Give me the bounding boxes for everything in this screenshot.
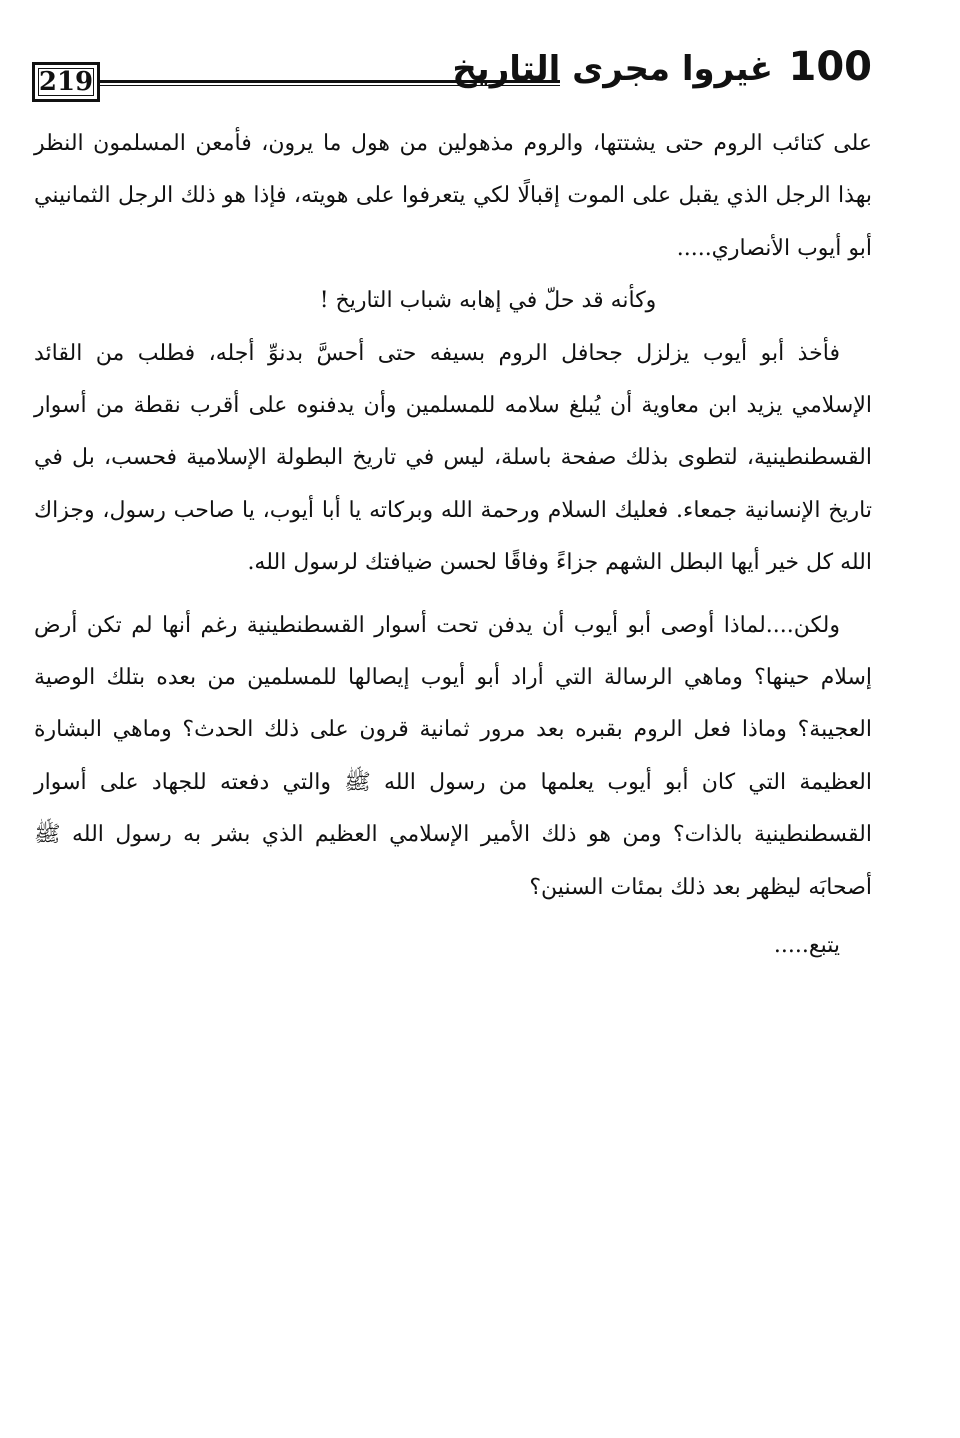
- page-number: 219: [32, 62, 100, 102]
- paragraph-questions: ولكن....لماذا أوصى أبو أيوب أن يدفن تحت أسوار القسطنطينية رغم أنها لم تكن أرض إسلام حينها؟ وماهي الرسالة التي أراد أبو أيوب إيصالها للمسلمين من بعده بتلك الوصية العجيبة؟ وماذا فعل الروم بقبره بعد مرور ثمانية قرون على ذلك الحدث؟ وماهي البشارة العظيمة التي كان أبو أيوب يعلمها من رسول الله ﷺ والتي دفعته للجهاد على أسوار القسطنطينية بالذات؟ ومن هو ذلك الأمير الإسلامي العظيم الذي بشر به رسول الله ﷺ أصحابَه ليظهر بعد ذلك بمئات السنين؟: [34, 612, 872, 900]
- book-title: [452, 44, 872, 90]
- paragraph-centered-line: وكأنه قد حلّ في إهابه شباب التاريخ !: [319, 288, 657, 314]
- book-title-text: غيروا مجرى التاريخ: [452, 49, 773, 89]
- paragraph-continuation: على كتائب الروم حتى يشتتها، والروم مذهولين من هول ما يرون، فأمعن المسلمون النظر بهذا الرجل الذي يقبل على الموت إقبالًا لكي يتعرفوا على هويته، فإذا هو ذلك الرجل الثمانيني أبو أيوب الأنصاري.....: [34, 131, 872, 261]
- paragraph-abu-ayyub-death: فأخذ أبو أيوب يزلزل جحافل الروم بسيفه حتى أحسَّ بدنوِّ أجله، فطلب من القائد الإسلامي يزيد ابن معاوية أن يُبلغ سلامه للمسلمين وأن يدفنوه على أقرب نقطة من أسوار القسطنطينية، لتطوى بذلك صفحة باسلة، ليس في تاريخ البطولة الإسلامية فحسب، بل في تاريخ الإنسانية جمعاء. فعليك السلام ورحمة الله وبركاته يا أبا أيوب، يا صاحب رسول، وجزاك الله كل خير أيها البطل الشهم جزاءً وفاقًا لحسن ضيافتك لرسول الله.: [34, 340, 872, 576]
- page-header: [28, 44, 872, 114]
- to-be-continued: يتبع.....: [773, 933, 840, 959]
- page-body: [34, 118, 872, 973]
- book-title-number: 100: [788, 44, 872, 90]
